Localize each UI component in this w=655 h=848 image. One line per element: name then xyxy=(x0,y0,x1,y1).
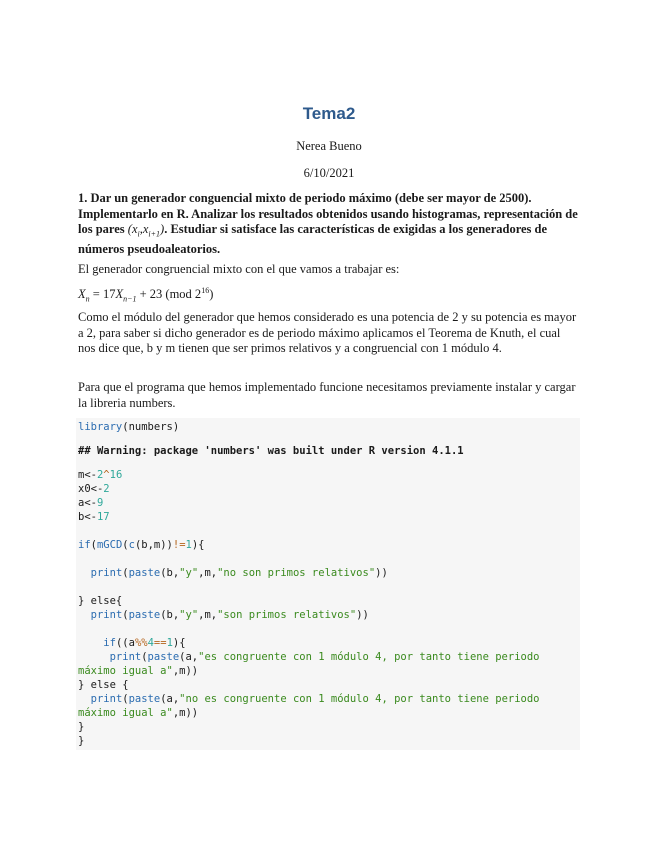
document-date: 6/10/2021 xyxy=(303,166,355,180)
code-line-print-congruente: print(paste(a,"es congruente con 1 módulo 4, por tanto tiene periodo xyxy=(109,651,540,663)
code-line-a: a<-9 xyxy=(78,497,104,509)
question-heading xyxy=(78,191,580,258)
code-line-print-primos: print(paste(b,"y",m,"son primos relativos")) xyxy=(90,609,369,621)
code-line-b: b<-17 xyxy=(78,511,110,523)
code-line-x0: x0<-2 xyxy=(78,483,110,495)
code-line-m: m<-2^16 xyxy=(78,469,123,481)
code-line-close-1: } xyxy=(78,721,85,733)
intro-paragraph: El generador congruencial mixto con el que vamos a trabajar es: xyxy=(78,262,400,276)
code-line-warning: ## Warning: package 'numbers' was built under R version 4.1.1 xyxy=(78,445,464,457)
code-line-print-no-congruente-cont: máximo igual a",m)) xyxy=(78,707,199,719)
code-line-print-no-primos: print(paste(b,"y",m,"no son primos relativos")) xyxy=(90,567,388,579)
code-line-if-gcd: if(mGCD(c(b,m))!=1){ xyxy=(78,539,205,551)
question-text-a: 1. Dar un generador conguencial mixto de periodo máximo (debe ser mayor de 2500). Implementarlo en R. Analizar los resultados obtenidos usando histogramas, representación de los pares xyxy=(78,191,578,236)
code-line-library: library(numbers) xyxy=(78,421,180,433)
knuth-paragraph: Como el módulo del generador que hemos considerado es una potencia de 2 y su potencia es mayor a 2, para saber si dicho generador es de periodo máximo aplicamos el Teorema de Knuth, el cual nos dice que, b y m tienen que ser primos relativos y a congruencial con 1 módulo 4. xyxy=(78,310,577,355)
code-line-else-1: } else{ xyxy=(78,595,123,607)
document-title: Tema2 xyxy=(302,104,356,123)
author-name: Nerea Bueno xyxy=(296,139,362,153)
code-line-close-2: } xyxy=(78,735,85,747)
pair-notation: $(x_i,x_{i+1})$ xyxy=(127,222,165,239)
library-paragraph: Para que el programa que hemos implementado funcione necesitamos previamente instalar y cargar la libreria numbers. xyxy=(78,380,576,410)
code-line-print-congruente-cont: máximo igual a",m)) xyxy=(78,665,199,677)
code-line-print-no-congruente: print(paste(a,"no es congruente con 1 módulo 4, por tanto tiene periodo xyxy=(90,693,540,705)
code-line-else-2: } else { xyxy=(78,679,129,691)
code-block xyxy=(76,418,580,750)
code-line-if-mod: if((a%%4==1){ xyxy=(103,637,186,649)
generator-equation: $X_n = 17X_{n-1} + 23$ (mod $2^{16}$) xyxy=(78,286,214,304)
question-text-b: . Estudiar si satisface las características de exigidas a los generadores de números pseudoaleatorios. xyxy=(78,222,548,256)
